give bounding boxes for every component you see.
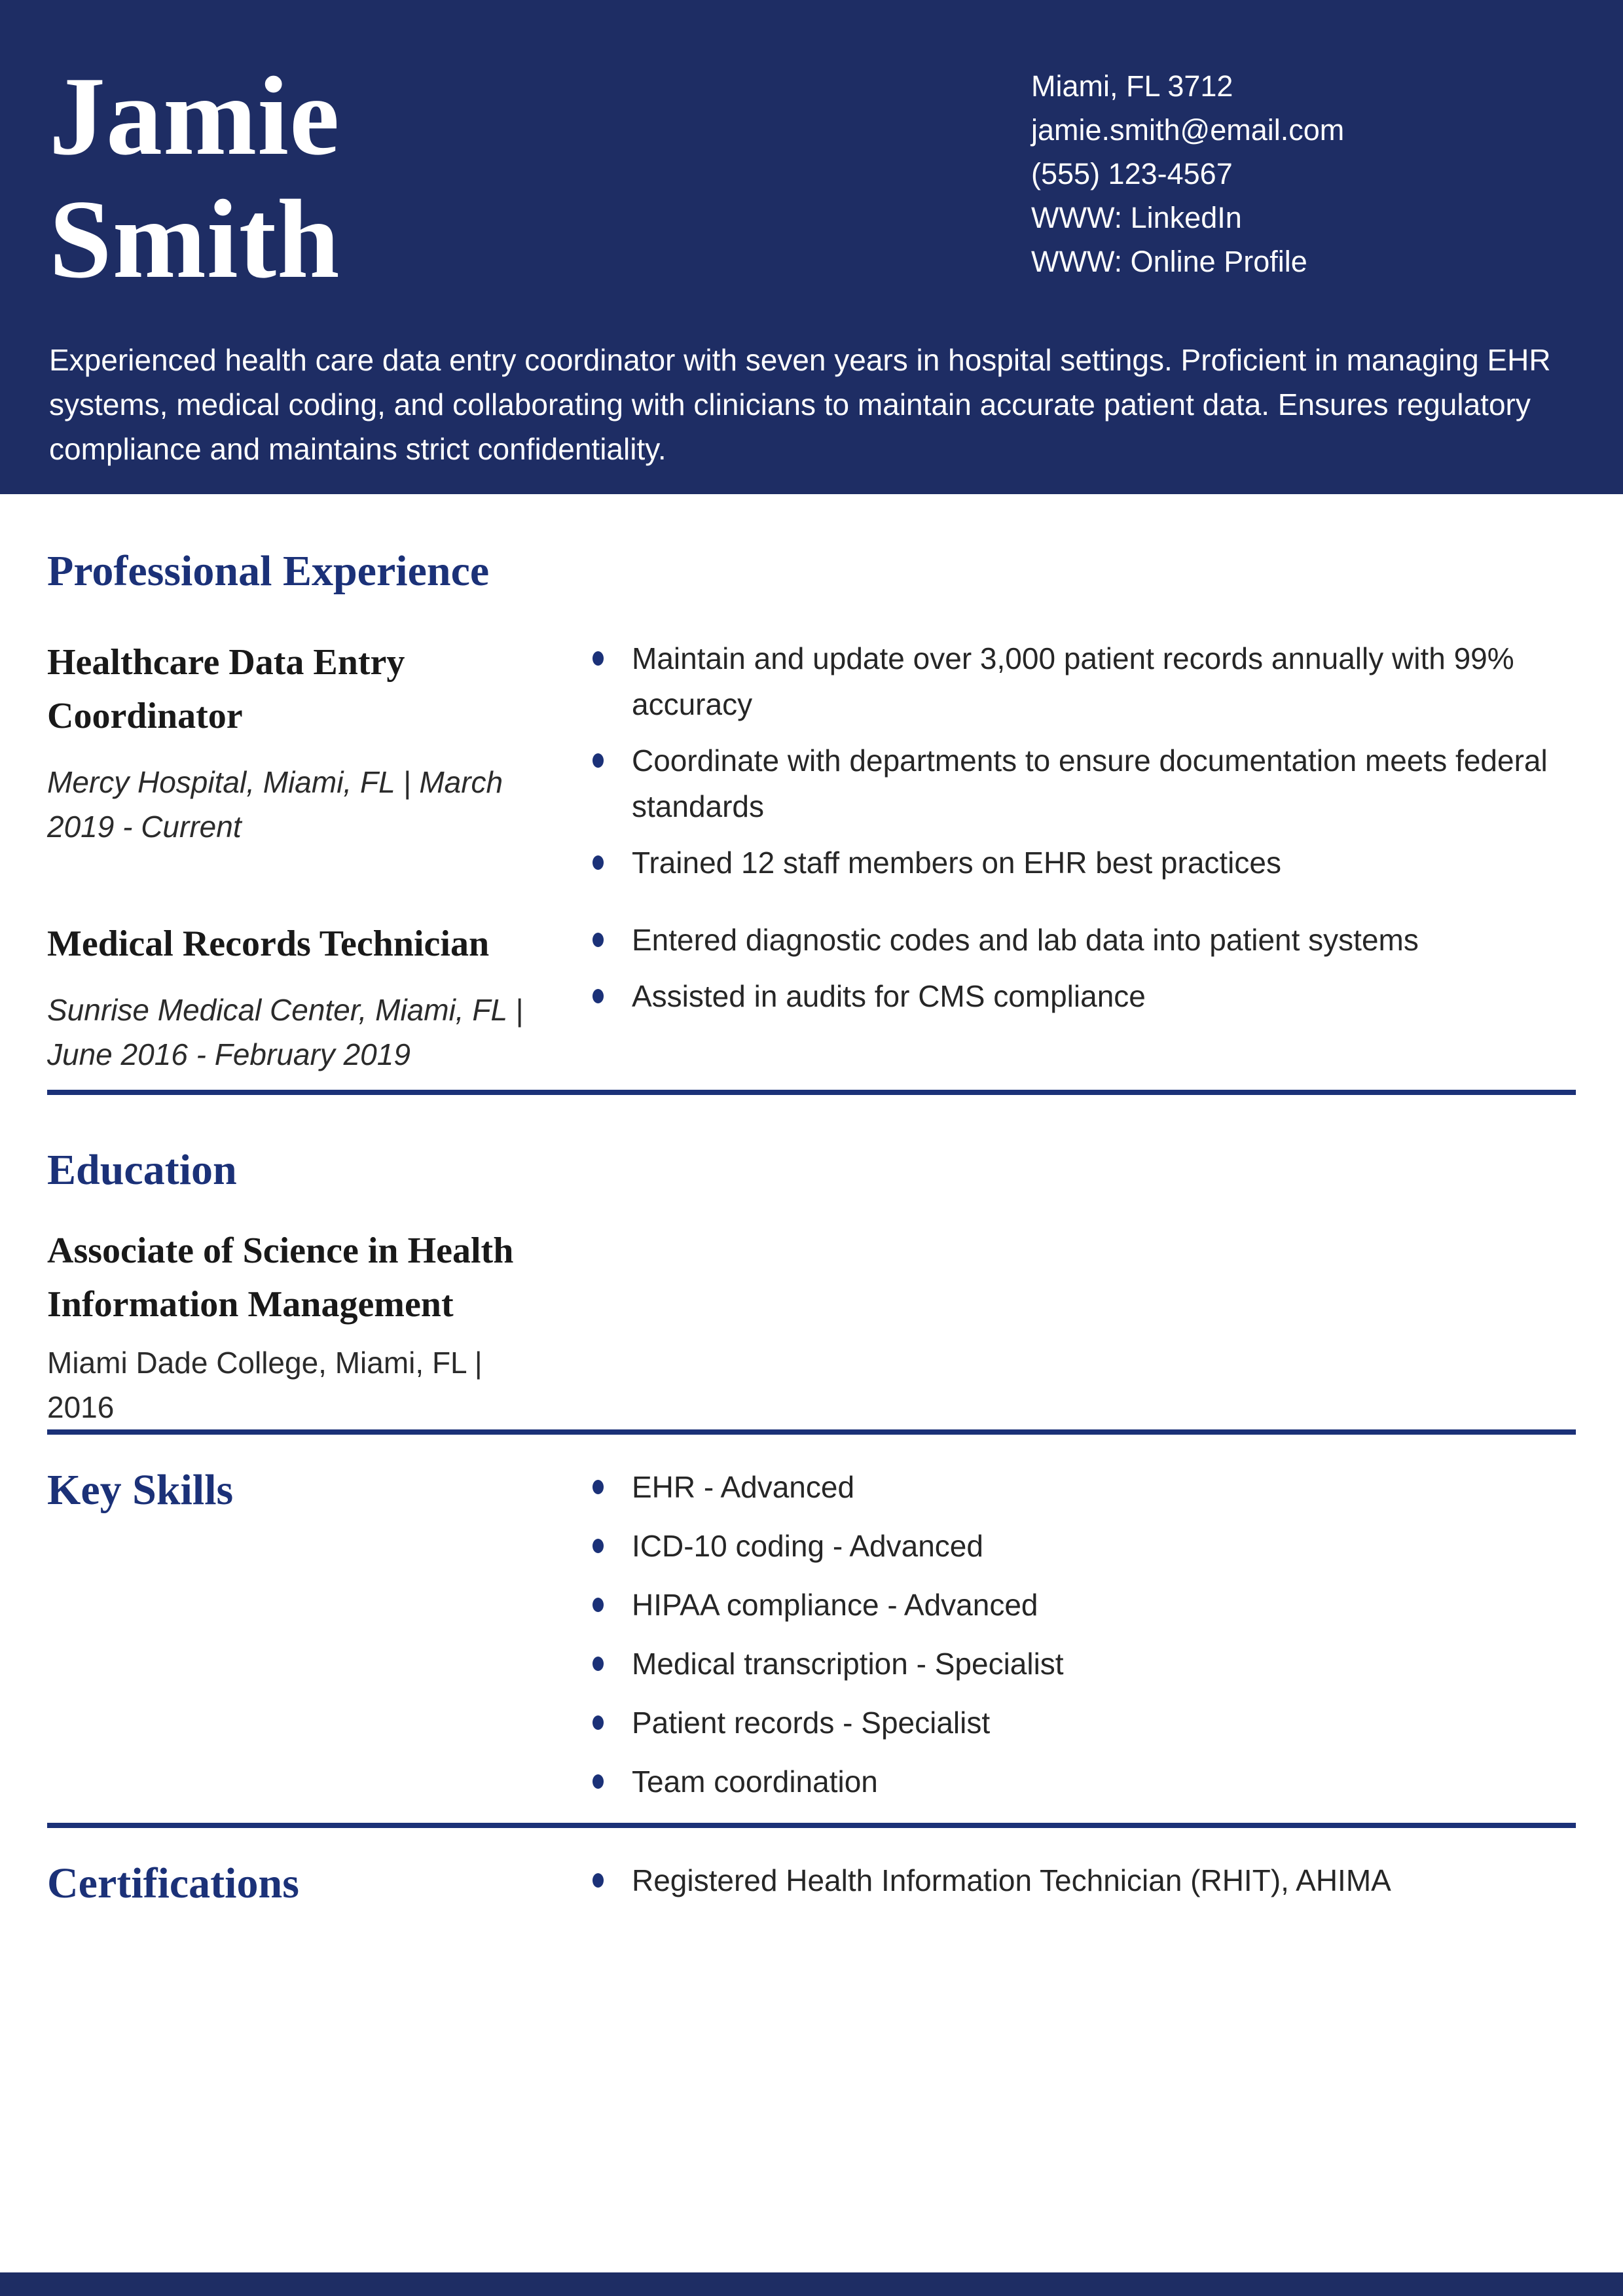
skill-text: Medical transcription - Specialist xyxy=(632,1647,1064,1681)
footer-bar xyxy=(0,2272,1623,2296)
job-left-column xyxy=(47,636,537,886)
list-item xyxy=(593,1700,1556,1746)
first-name: Jamie xyxy=(49,54,340,179)
bullet-text: Assisted in audits for CMS compliance xyxy=(632,979,1146,1013)
degree-title: Associate of Science in Health Information Management xyxy=(47,1230,514,1325)
list-item xyxy=(593,636,1556,727)
section-key-skills xyxy=(47,1464,1576,1804)
bullet-dot-icon xyxy=(593,1480,604,1494)
skill-text: Team coordination xyxy=(632,1765,878,1799)
job-title: Medical Records Technician xyxy=(47,924,490,964)
job-left-column xyxy=(47,917,537,1077)
certification-text: Registered Health Information Technician (RHIT), AHIMA xyxy=(632,1863,1391,1897)
bullet-dot-icon xyxy=(593,989,604,1003)
list-item xyxy=(593,1523,1556,1569)
bullet-dot-icon xyxy=(593,1715,604,1730)
professional-summary: Experienced health care data entry coordinator with seven years in hospital settings. Proficient in managing EHR systems, medical coding, and collaborating with clinicians to maintain accurate patient data. Ensures regulatory compliance and maintains strict confidentiality. xyxy=(49,343,1551,466)
skill-text: Patient records - Specialist xyxy=(632,1706,991,1740)
section-divider xyxy=(47,1429,1576,1435)
bullet-dot-icon xyxy=(593,1873,604,1888)
section-certifications xyxy=(47,1857,1576,1910)
bullet-dot-icon xyxy=(593,933,604,947)
certifications-heading: Certifications xyxy=(47,1859,299,1907)
bullet-dot-icon xyxy=(593,1774,604,1789)
skill-text: HIPAA compliance - Advanced xyxy=(632,1588,1038,1622)
list-item xyxy=(593,1857,1556,1903)
job-title: Healthcare Data Entry Coordinator xyxy=(47,642,405,736)
section-education xyxy=(47,1144,1576,1429)
contact-info xyxy=(1031,46,1574,283)
bullet-dot-icon xyxy=(593,651,604,666)
bullet-dot-icon xyxy=(593,1598,604,1612)
education-heading: Education xyxy=(47,1146,237,1194)
list-item xyxy=(593,738,1556,829)
skill-text: EHR - Advanced xyxy=(632,1470,855,1504)
list-item xyxy=(593,917,1556,963)
list-item xyxy=(593,973,1556,1019)
bullet-dot-icon xyxy=(593,1657,604,1671)
job-bullet-list xyxy=(593,917,1576,1077)
experience-heading: Professional Experience xyxy=(47,547,490,595)
bullet-text: Coordinate with departments to ensure documentation meets federal standards xyxy=(632,744,1548,823)
job-entry xyxy=(47,636,1576,886)
bullet-text: Entered diagnostic codes and lab data into patient systems xyxy=(632,923,1419,957)
skills-list xyxy=(593,1464,1576,1804)
education-meta: Miami Dade College, Miami, FL | 2016 xyxy=(47,1346,483,1424)
list-item xyxy=(593,1641,1556,1687)
section-experience xyxy=(47,545,1576,1077)
header xyxy=(0,0,1623,494)
job-meta: Sunrise Medical Center, Miami, FL | June 2016 - February 2019 xyxy=(47,993,523,1071)
job-meta: Mercy Hospital, Miami, FL | March 2019 - Current xyxy=(47,765,503,844)
list-item xyxy=(593,840,1556,886)
skill-text: ICD-10 coding - Advanced xyxy=(632,1529,983,1563)
job-bullet-list xyxy=(593,636,1576,886)
contact-location: Miami, FL 3712 xyxy=(1031,69,1233,103)
contact-linkedin: WWW: LinkedIn xyxy=(1031,201,1242,234)
last-name: Smith xyxy=(49,177,340,302)
list-item xyxy=(593,1759,1556,1804)
key-skills-heading: Key Skills xyxy=(47,1466,234,1514)
certifications-list xyxy=(593,1857,1576,1910)
bullet-dot-icon xyxy=(593,753,604,768)
contact-email: jamie.smith@email.com xyxy=(1031,113,1345,147)
candidate-name xyxy=(49,46,340,301)
bullet-dot-icon xyxy=(593,1539,604,1553)
contact-online-profile: WWW: Online Profile xyxy=(1031,245,1307,278)
list-item xyxy=(593,1582,1556,1628)
section-divider xyxy=(47,1823,1576,1828)
job-entry xyxy=(47,917,1576,1077)
header-top xyxy=(49,46,1574,301)
bullet-dot-icon xyxy=(593,855,604,870)
contact-phone: (555) 123-4567 xyxy=(1031,157,1233,190)
job-list xyxy=(47,636,1576,1077)
section-divider xyxy=(47,1090,1576,1095)
list-item xyxy=(593,1464,1556,1510)
bullet-text: Maintain and update over 3,000 patient records annually with 99% accuracy xyxy=(632,641,1514,721)
bullet-text: Trained 12 staff members on EHR best practices xyxy=(632,846,1281,880)
resume-body xyxy=(0,545,1623,1910)
